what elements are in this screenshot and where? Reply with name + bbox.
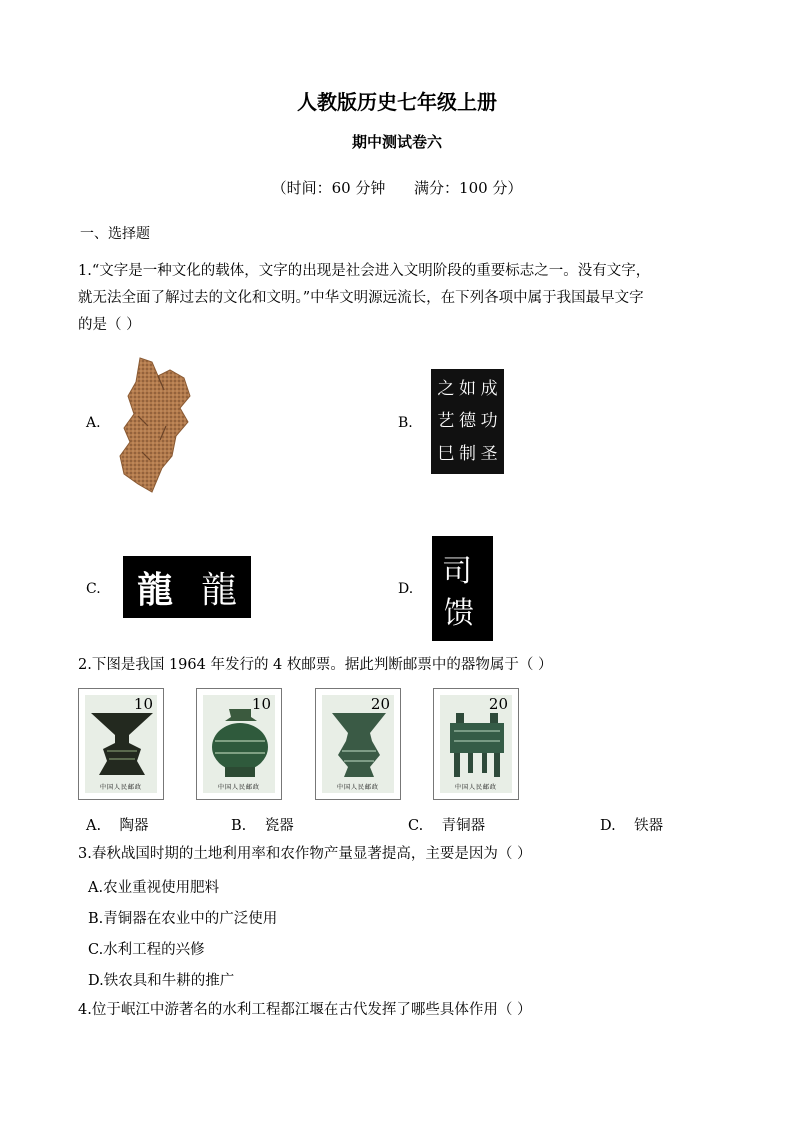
seal-char: 之 xyxy=(437,379,455,399)
section-heading: 一、选择题 xyxy=(80,226,150,242)
stamp-4 xyxy=(433,688,519,800)
exam-time-info: （时间：60 分钟 满分：100 分） xyxy=(271,179,523,197)
q1-option-c-label[interactable]: C. xyxy=(86,581,101,597)
question-1-line-2: 就无法全面了解过去的文化和文明。”中华文明源远流长，在下列各项中属于我国最早文字 xyxy=(78,290,644,306)
q3-option-b[interactable]: B.青铜器在农业中的广泛使用 xyxy=(88,911,278,927)
question-1-line-1: 1.“文字是一种文化的载体，文字的出现是社会进入文明阶段的重要标志之一。没有文字， xyxy=(78,263,651,279)
bronze-char: 司 xyxy=(442,554,472,589)
q3-option-a[interactable]: A.农业重视使用肥料 xyxy=(88,880,220,896)
seal-char: 成 xyxy=(480,379,498,399)
q1-option-a-label[interactable]: A. xyxy=(86,415,101,431)
stamp-1 xyxy=(78,688,164,800)
stamp-value: 20 xyxy=(488,695,508,713)
dragon-char: 龍 xyxy=(136,568,173,611)
oracle-bone-image xyxy=(118,356,196,494)
question-4: 4.位于岷江中游著名的水利工程都江堰在古代发挥了哪些具体作用（ ） xyxy=(78,1002,532,1018)
seal-char: 巳 xyxy=(437,443,455,464)
stamp-caption: 中国人民邮政 xyxy=(454,784,497,791)
seal-char: 功 xyxy=(480,411,498,432)
seal-char: 德 xyxy=(458,411,476,432)
q3-option-d[interactable]: D.铁农具和牛耕的推广 xyxy=(88,973,235,989)
stamp-caption: 中国人民邮政 xyxy=(217,784,260,791)
question-3: 3.春秋战国时期的土地利用率和农作物产量显著提高，主要是因为（ ） xyxy=(78,846,532,862)
bronze-char: 馈 xyxy=(444,596,474,631)
page-title: 人教版历史七年级上册 xyxy=(297,90,497,114)
dragon-char: 龍 xyxy=(200,569,237,611)
seal-char: 如 xyxy=(458,379,476,399)
stamp-2 xyxy=(196,688,282,800)
bronze-you-vessel-icon xyxy=(205,707,275,779)
bronze-zun-vessel-icon xyxy=(322,711,396,779)
q1-option-b-label[interactable]: B. xyxy=(398,415,413,431)
q1-option-d-label[interactable]: D. xyxy=(398,581,414,597)
question-2: 2.下图是我国 1964 年发行的 4 枚邮票。据此判断邮票中的器物属于（ ） xyxy=(78,657,553,673)
seal-char: 制 xyxy=(458,443,476,464)
stamp-3 xyxy=(315,688,401,800)
seal-char: 艺 xyxy=(437,411,455,432)
q3-option-c[interactable]: C.水利工程的兴修 xyxy=(88,942,205,958)
seal-char: 圣 xyxy=(480,443,498,464)
seal-script-image xyxy=(431,369,504,474)
stamp-value: 10 xyxy=(251,695,271,713)
stamp-value: 10 xyxy=(133,695,153,713)
dragon-character-image xyxy=(123,556,251,618)
question-1 xyxy=(78,258,718,339)
q2-option-a[interactable]: A. 陶器 xyxy=(86,818,149,834)
bronze-inscription-image xyxy=(432,536,493,641)
page-subtitle: 期中测试卷六 xyxy=(351,133,442,151)
q2-option-b[interactable]: B. 瓷器 xyxy=(231,818,294,834)
stamp-value: 20 xyxy=(370,695,390,713)
q2-option-c[interactable]: C. 青铜器 xyxy=(408,818,486,834)
bronze-ding-vessel-icon xyxy=(442,711,512,779)
stamp-caption: 中国人民邮政 xyxy=(99,784,142,791)
bronze-gu-vessel-icon xyxy=(85,709,159,779)
stamp-caption: 中国人民邮政 xyxy=(336,784,379,791)
question-1-line-3: 的是（ ） xyxy=(78,317,141,333)
q2-option-d[interactable]: D. 铁器 xyxy=(600,818,664,834)
